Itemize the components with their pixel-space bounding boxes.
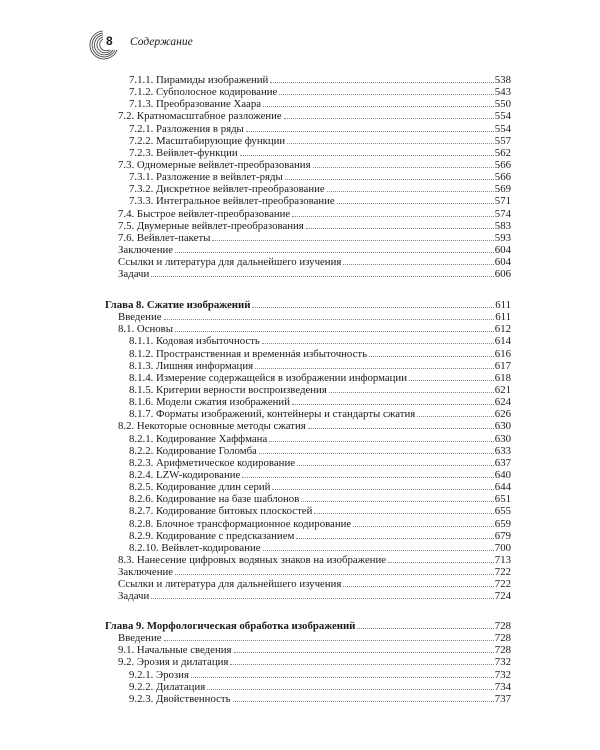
toc-chapter-entry (105, 620, 511, 632)
toc-entry-title: Глава 9. Морфологическая обработка изображений (105, 620, 356, 632)
toc-entry-title: 9.2.3. Двойственность (129, 692, 231, 705)
dot-leader (263, 549, 494, 551)
toc-entry-page: 617 (494, 359, 511, 372)
toc-entry-page: 644 (494, 481, 511, 494)
toc-entry-page: 651 (494, 493, 511, 506)
toc-entry-page: 630 (494, 420, 511, 433)
toc-entry (105, 335, 511, 347)
dot-leader (301, 500, 493, 502)
toc-entry (105, 232, 511, 244)
toc-entry-title: 8.1.1. Кодовая избыточность (129, 335, 260, 348)
toc-entry (105, 147, 511, 159)
toc-entry (105, 159, 511, 171)
dot-leader (292, 215, 494, 217)
toc-block-chapter-8 (105, 299, 511, 603)
toc-entry-page: 604 (494, 256, 511, 269)
toc-entry-title: 8.2.6. Кодирование на базе шаблонов (129, 493, 300, 506)
toc-entry (105, 578, 511, 590)
toc-entry-title: 8.1.3. Лишняя информация (129, 359, 254, 372)
toc-entry-page: 557 (494, 134, 511, 147)
toc-block-chapter-9 (105, 620, 511, 705)
toc-entry-page: 554 (494, 110, 511, 123)
toc-entry-title: 8.1.7. Форматы изображений, контейнеры и стандарты сжатия (129, 408, 416, 421)
toc-entry-page: 616 (494, 347, 511, 360)
running-title: Содержание (130, 36, 193, 48)
toc-entry-page: 626 (494, 408, 511, 421)
toc-entry-page: 630 (494, 432, 511, 445)
toc-entry-title: 8.2.9. Кодирование с предсказанием (129, 529, 295, 542)
toc-entry-title: 8.2.10. Вейвлет-кодирование (129, 541, 261, 554)
toc-entry-title: 8.1.6. Модели сжатия изображений (129, 396, 290, 409)
toc-entry-title: 7.3.3. Интегральное вейвлет-преобразование (129, 195, 335, 208)
toc-entry (105, 171, 511, 183)
dot-leader (233, 700, 494, 702)
toc-entry (105, 268, 511, 280)
toc-entry-page: 722 (494, 578, 511, 591)
dot-leader (272, 488, 493, 490)
toc-entry (105, 445, 511, 457)
toc-entry (105, 469, 511, 481)
toc-entry-title: 8.2.4. LZW-кодирование (129, 468, 241, 481)
dot-leader (314, 512, 493, 514)
dot-leader (242, 476, 493, 478)
dot-leader (337, 202, 494, 204)
toc-entry (105, 208, 511, 220)
toc-entry-title: Задачи (118, 268, 150, 281)
toc-entry (105, 323, 511, 335)
toc-entry-page: 679 (494, 529, 511, 542)
toc-entry-title: 8.2.1. Кодирование Хаффмана (129, 432, 268, 445)
dot-leader (353, 525, 494, 527)
toc-block-chapter-7 (105, 74, 511, 280)
toc-entry (105, 135, 511, 147)
toc-entry-page: 624 (494, 396, 511, 409)
toc-entry (105, 644, 511, 656)
dot-leader (292, 403, 494, 405)
toc-entry-page: 569 (494, 183, 511, 196)
toc-entry (105, 420, 511, 432)
toc-entry-title: 8.1.2. Пространственная и временнáя избыточность (129, 347, 368, 360)
dot-leader (259, 452, 494, 454)
toc-entry (105, 372, 511, 384)
dot-leader (388, 561, 494, 563)
toc-entry (105, 481, 511, 493)
dot-leader (164, 318, 495, 320)
toc-entry-page: 640 (494, 468, 511, 481)
toc-entry (105, 348, 511, 360)
toc-entry-title: Глава 8. Сжатие изображений (105, 299, 251, 311)
dot-leader (270, 81, 493, 83)
toc-entry (105, 554, 511, 566)
dot-leader (297, 464, 494, 466)
dot-leader (246, 130, 494, 132)
dot-leader (191, 676, 494, 678)
dot-leader (369, 355, 494, 357)
toc-entry-page: 554 (494, 122, 511, 135)
toc-entry (105, 457, 511, 469)
toc-entry-title: Задачи (118, 590, 150, 603)
dot-leader (240, 154, 494, 156)
toc-entry-title: 7.4. Быстрое вейвлет-преобразование (118, 207, 291, 220)
toc-entry-title: Заключение (118, 566, 174, 579)
dot-leader (306, 227, 494, 229)
toc-entry (105, 433, 511, 445)
toc-entry-page: 606 (494, 268, 511, 281)
toc-entry-page: 612 (494, 323, 511, 336)
toc-entry-page: 633 (494, 444, 511, 457)
toc-entry-page: 737 (494, 692, 511, 705)
toc-entry-title: Введение (118, 311, 162, 324)
toc-entry (105, 542, 511, 554)
dot-leader (164, 639, 494, 641)
toc-entry-page: 734 (494, 680, 511, 693)
dot-leader (263, 105, 494, 107)
toc-entry-title: 8.2.8. Блочное трансформационное кодирование (129, 517, 352, 530)
toc-entry-page: 562 (494, 146, 511, 159)
toc-entry-title: 7.3.2. Дискретное вейвлет-преобразование (129, 183, 325, 196)
toc-entry (105, 590, 511, 602)
toc-entry (105, 360, 511, 372)
toc-entry-title: 9.1. Начальные сведения (118, 644, 232, 657)
toc-entry-title: 8.2.2. Кодирование Голомба (129, 444, 257, 457)
toc-entry-page: 614 (494, 335, 511, 348)
dot-leader (230, 663, 493, 665)
toc-entry (105, 505, 511, 517)
dot-leader (234, 651, 494, 653)
toc-chapter-entry (105, 299, 511, 311)
toc-entry-page: 604 (494, 243, 511, 256)
toc-entry (105, 396, 511, 408)
toc-entry (105, 110, 511, 122)
toc-entry-page: 713 (494, 553, 511, 566)
toc-entry-page: 611 (495, 311, 511, 324)
toc-entry-title: 7.2.3. Вейвлет-функции (129, 146, 238, 159)
dot-leader (308, 427, 494, 429)
toc-entry (105, 98, 511, 110)
dot-leader (327, 190, 494, 192)
dot-leader (151, 597, 494, 599)
toc-entry (105, 220, 511, 232)
toc-entry-page: 728 (494, 632, 511, 645)
toc-entry-title: Ссылки и литература для дальнейшего изучения (118, 578, 342, 591)
toc-entry-page: 583 (494, 219, 511, 232)
toc-entry-title: 7.1.2. Субполосное кодирование (129, 86, 278, 99)
toc-entry-title: 7.2.1. Разложения в ряды (129, 122, 244, 135)
toc-entry-title: Введение (118, 632, 162, 645)
toc-entry (105, 656, 511, 668)
toc-entry-title: 8.2.5. Кодирование длин серий (129, 481, 271, 494)
toc-entry-title: 7.3.1. Разложение в вейвлет-ряды (129, 171, 283, 184)
dot-leader (175, 330, 494, 332)
dot-leader (284, 117, 494, 119)
toc-entry-title: 9.2.2. Дилатация (129, 680, 206, 693)
toc-entry (105, 530, 511, 542)
toc-entry-title: 7.2.2. Масштабирующие функции (129, 134, 286, 147)
toc-entry-title: 8.3. Нанесение цифровых водяных знаков на изображение (118, 553, 387, 566)
dot-leader (252, 306, 494, 308)
toc-entry-title: 7.2. Кратномасштабное разложение (118, 110, 282, 123)
dot-leader (212, 239, 493, 241)
dot-leader (269, 440, 494, 442)
toc-entry (105, 256, 511, 268)
toc-entry (105, 244, 511, 256)
toc-entry (105, 669, 511, 681)
toc-entry-page: 593 (494, 231, 511, 244)
toc-entry-page: 538 (494, 74, 511, 86)
toc-entry-title: 8.1.4. Измерение содержащейся в изображении информации (129, 371, 407, 384)
toc-entry-title: 8.2.3. Арифметическое кодирование (129, 456, 296, 469)
toc-entry-title: 7.5. Двумерные вейвлет-преобразования (118, 219, 304, 232)
dot-leader (343, 585, 493, 587)
dot-leader (279, 93, 493, 95)
toc-entry-page: 543 (494, 86, 511, 99)
toc-entry (105, 123, 511, 135)
toc-entry (105, 566, 511, 578)
toc-entry (105, 384, 511, 396)
toc-entry (105, 311, 511, 323)
dot-leader (357, 627, 493, 629)
toc-entry (105, 195, 511, 207)
dot-leader (343, 263, 493, 265)
toc-entry-page: 566 (494, 171, 511, 184)
toc-entry-title: 7.6. Вейвлет-пакеты (118, 231, 211, 244)
toc-entry (105, 183, 511, 195)
toc-entry-title: 7.1.1. Пирамиды изображений (129, 74, 269, 86)
toc-entry (105, 693, 511, 705)
toc-entry-page: 659 (494, 517, 511, 530)
toc-entry (105, 518, 511, 530)
toc-entry-title: 8.1.5. Критерии верности воспроизведения (129, 383, 327, 396)
toc-entry-page: 732 (494, 668, 511, 681)
toc-entry-page: 724 (494, 590, 511, 603)
toc-entry (105, 632, 511, 644)
toc-entry-page: 574 (494, 207, 511, 220)
toc-entry-page: 722 (494, 566, 511, 579)
toc-entry-title: 9.2.1. Эрозия (129, 668, 189, 681)
chapter-logo-icon (86, 28, 120, 62)
dot-leader (255, 367, 494, 369)
toc-entry-page: 550 (494, 98, 511, 111)
toc-entry-page: 728 (494, 620, 511, 632)
toc-entry-title: 7.1.3. Преобразование Хаара (129, 98, 262, 111)
dot-leader (262, 342, 494, 344)
toc-entry-page: 655 (494, 505, 511, 518)
toc-entry-page: 728 (494, 644, 511, 657)
dot-leader (151, 275, 494, 277)
toc-entry (105, 408, 511, 420)
dot-leader (175, 573, 494, 575)
dot-leader (296, 537, 493, 539)
toc-entry-page: 732 (494, 656, 511, 669)
toc-entry-page: 571 (494, 195, 511, 208)
toc-entry-page: 621 (494, 383, 511, 396)
toc-entry-title: Ссылки и литература для дальнейшего изучения (118, 256, 342, 269)
toc-entry-title: 9.2. Эрозия и дилатация (118, 656, 229, 669)
toc-entry-title: Заключение (118, 243, 174, 256)
toc-entry-title: 8.1. Основы (118, 323, 174, 336)
toc-entry-page: 566 (494, 158, 511, 171)
page-number: 8 (106, 34, 113, 48)
toc-entry-page: 618 (494, 371, 511, 384)
dot-leader (287, 142, 494, 144)
dot-leader (313, 166, 494, 168)
toc-entry-title: 7.3. Одномерные вейвлет-преобразования (118, 158, 311, 171)
dot-leader (285, 178, 494, 180)
toc-entry-page: 700 (494, 541, 511, 554)
toc-entry-page: 637 (494, 456, 511, 469)
dot-leader (175, 251, 494, 253)
dot-leader (207, 688, 494, 690)
toc-entry (105, 74, 511, 86)
toc-entry (105, 681, 511, 693)
toc-entry-page: 611 (495, 299, 511, 311)
toc-entry-title: 8.2.7. Кодирование битовых плоскостей (129, 505, 313, 518)
toc-entry-title: 8.2. Некоторые основные методы сжатия (118, 420, 306, 433)
toc-entry (105, 493, 511, 505)
toc-entry (105, 86, 511, 98)
dot-leader (417, 415, 494, 417)
dot-leader (409, 379, 494, 381)
dot-leader (329, 391, 494, 393)
